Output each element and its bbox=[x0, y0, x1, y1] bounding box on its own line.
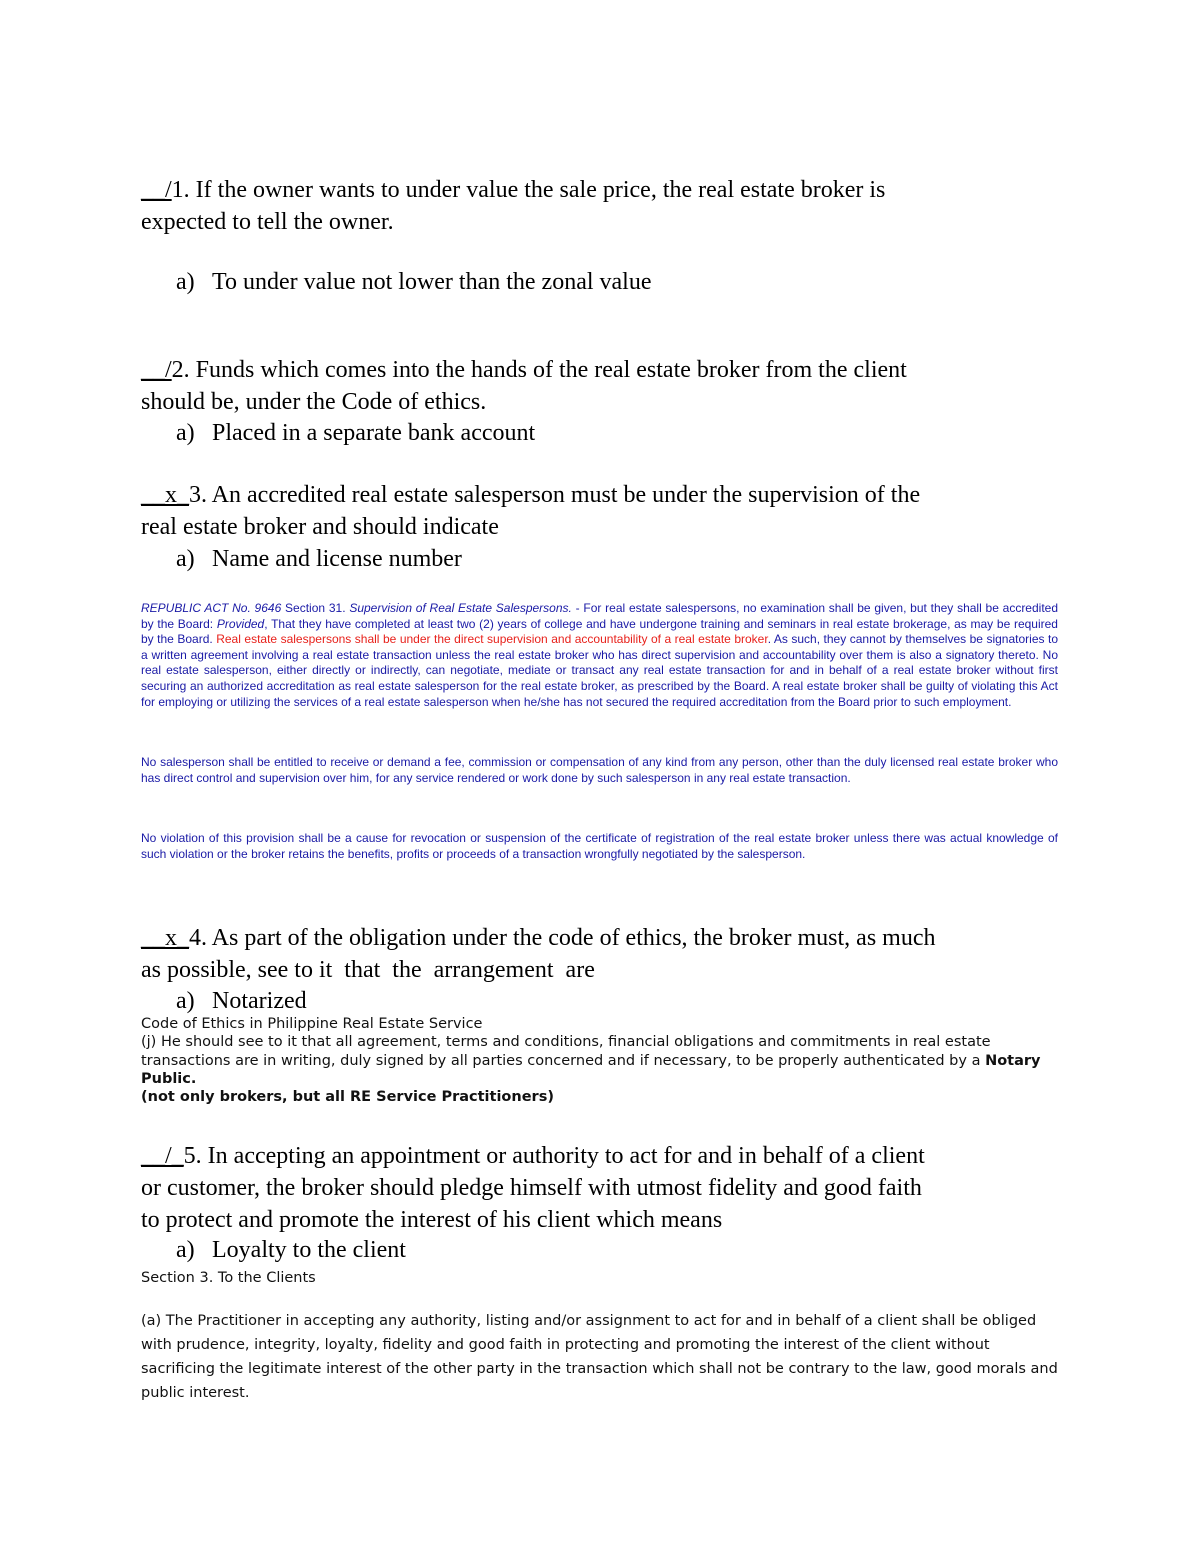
answer-5: a) Loyalty to the client bbox=[176, 1237, 406, 1263]
answer-3: a) Name and license number bbox=[176, 546, 462, 572]
code-of-ethics-item-j: (j) He should see to it that all agreement, terms and conditions, financial obligations and commitments in real estate transactions are in writing, duly signed by all parties concerned and if necessary, to be properly authenticated by a Notary Public. bbox=[141, 1034, 1041, 1087]
answer-mark: __x_ bbox=[141, 925, 189, 951]
section-3-title: Section 3. To the Clients bbox=[141, 1270, 316, 1286]
answer-1: a) To under value not lower than the zonal value bbox=[176, 269, 652, 295]
code-of-ethics-title: Code of Ethics in Philippine Real Estate Service bbox=[141, 1016, 483, 1032]
question-1: __/1. If the owner wants to under value the sale price, the real estate broker is expected to tell the owner. bbox=[141, 177, 886, 235]
highlighted-text: Real estate salespersons shall be under the direct supervision and accountability of a real estate broker bbox=[216, 632, 768, 647]
question-5: __/_5. In accepting an appointment or authority to act for and in behalf of a client or customer, the broker should pledge himself with utmost fidelity and good faith to protect and promote the interest of his client which means bbox=[141, 1143, 925, 1233]
code-of-ethics-note: (not only brokers, but all RE Service Practitioners) bbox=[141, 1089, 554, 1105]
answer-4: a) Notarized bbox=[176, 988, 307, 1014]
question-2: __/2. Funds which comes into the hands of the real estate broker from the client should be, under the Code of ethics. bbox=[141, 357, 907, 415]
answer-mark: __/_ bbox=[141, 1143, 184, 1169]
answer-2: a) Placed in a separate bank account bbox=[176, 420, 536, 446]
law-excerpt-paragraph-2: No salesperson shall be entitled to receive or demand a fee, commission or compensation of any kind from any person, other than the duly licensed real estate broker who has direct control and supervision over him, for any service rendered or work done by such salesperson in any real estate transaction. bbox=[141, 755, 1058, 785]
law-excerpt-paragraph-1: REPUBLIC ACT No. 9646 Section 31. Supervision of Real Estate Salespersons. - For real estate salespersons, no examination shall be given, but they shall be accredited by the Board: Provided, That they have completed at least two (2) years of college and have undergone training and seminars in real estate brokerage, as may be required by the Board. Real estate salespersons shall be under the direct supervision and accountability of a real estate broker. As such, they cannot by themselves be signatories to a written agreement involving a real estate transaction unless the real estate broker who has direct supervision and accountability over them is also a signatory thereto. No real estate salesperson, either directly or indirectly, can negotiate, mediate or transact any real estate transaction for and in behalf of a real estate broker without first securing an authorized accreditation as real estate salesperson for the real estate broker, as prescribed by the Board. A real estate broker shall be guilty of violating this Act for employing or utilizing the services of a real estate salesperson when he/she has not secured the required accreditation from the Board prior to such employment. bbox=[141, 601, 1059, 709]
question-4: __x_4. As part of the obligation under the code of ethics, the broker must, as much as possible, see to it that the arrangement are bbox=[141, 925, 936, 983]
law-excerpt-paragraph-3: No violation of this provision shall be a cause for revocation or suspension of the certificate of registration of the real estate broker unless there was actual knowledge of such violation or the broker retains the benefits, profits or proceeds of a transaction wrongfully negotiated by the salesperson. bbox=[141, 831, 1058, 861]
answer-mark: __/ bbox=[141, 177, 172, 203]
answer-mark: __x_ bbox=[141, 482, 189, 508]
section-3-item-a: (a) The Practitioner in accepting any authority, listing and/or assignment to act for and in behalf of a client shall be obliged with prudence, integrity, loyalty, fidelity and good faith in protecting and promoting the interest of the client without sacrificing the legitimate interest of the other party in the transaction which shall not be contrary to the law, good morals and public interest. bbox=[141, 1313, 1058, 1401]
question-3: __x_3. An accredited real estate salesperson must be under the supervision of the real estate broker and should indicate bbox=[141, 482, 921, 540]
answer-mark: __/ bbox=[141, 357, 172, 383]
